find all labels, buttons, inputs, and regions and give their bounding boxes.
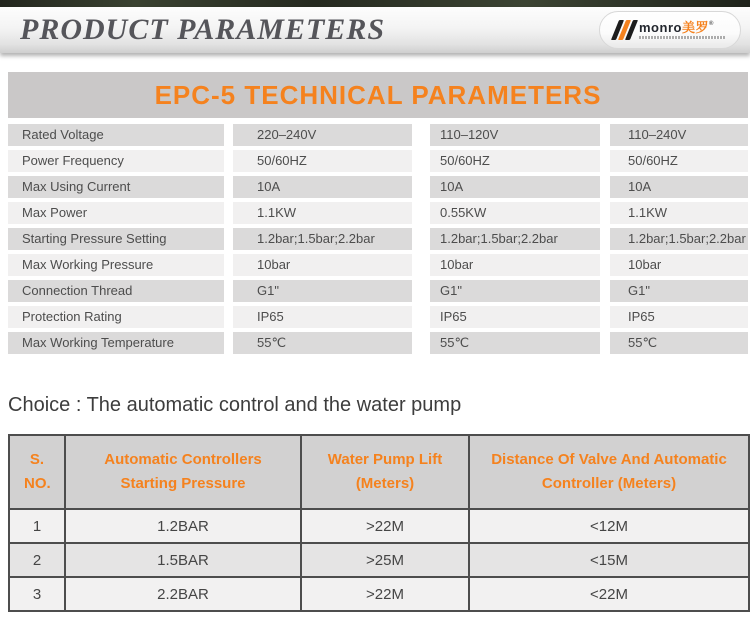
technical-parameters-table — [8, 72, 748, 358]
cell-distance: <12M — [469, 509, 749, 543]
row-value: G1" — [233, 280, 412, 302]
page-title: PRODUCT PARAMETERS — [20, 13, 386, 46]
cell-pressure: 1.2BAR — [65, 509, 301, 543]
row-value: 220–240V — [233, 124, 412, 146]
logo-tagline-line — [639, 36, 725, 39]
row-label: Max Using Current — [8, 176, 224, 198]
row-value: 10bar — [610, 254, 748, 276]
row-value: 10bar — [233, 254, 412, 276]
table-row — [8, 332, 748, 354]
table-row — [8, 150, 748, 172]
brand-logo — [599, 11, 741, 49]
cell-sno: 3 — [9, 577, 65, 611]
row-value: 1.2bar;1.5bar;2.2bar — [233, 228, 412, 250]
column-header-starting-pressure: Automatic Controllers Starting Pressure — [65, 435, 301, 509]
table-row — [9, 543, 749, 577]
row-label: Max Power — [8, 202, 224, 224]
choice-caption: Choice : The automatic control and the water pump — [8, 394, 462, 416]
row-label: Connection Thread — [8, 280, 224, 302]
section-header — [0, 7, 750, 53]
row-label: Rated Voltage — [8, 124, 224, 146]
table-row — [9, 509, 749, 543]
cell-sno: 1 — [9, 509, 65, 543]
cell-distance: <22M — [469, 577, 749, 611]
column-header-valve-distance: Distance Of Valve And Automatic Controller (Meters) — [469, 435, 749, 509]
row-value: G1" — [430, 280, 600, 302]
row-value: 10A — [233, 176, 412, 198]
logo-slashes-icon — [611, 20, 638, 40]
cell-lift: >22M — [301, 577, 469, 611]
row-value: 50/60HZ — [610, 150, 748, 172]
row-value: 10A — [430, 176, 600, 198]
logo-brand-text: monro — [639, 20, 682, 35]
row-value: IP65 — [233, 306, 412, 328]
tech-table-title: EPC-5 TECHNICAL PARAMETERS — [154, 79, 602, 110]
row-value: 110–120V — [430, 124, 600, 146]
row-value: G1" — [610, 280, 748, 302]
row-value: IP65 — [610, 306, 748, 328]
row-value: 110–240V — [610, 124, 748, 146]
registered-mark: ® — [708, 21, 714, 27]
row-label: Starting Pressure Setting — [8, 228, 224, 250]
table-row — [8, 176, 748, 198]
row-value: 50/60HZ — [233, 150, 412, 172]
row-value: 55℃ — [610, 332, 748, 354]
row-label: Max Working Pressure — [8, 254, 224, 276]
tech-table-rows — [8, 124, 748, 354]
cell-lift: >25M — [301, 543, 469, 577]
cell-distance: <15M — [469, 543, 749, 577]
table-row — [8, 280, 748, 302]
tech-table-title-bar — [8, 72, 748, 118]
row-value: 10bar — [430, 254, 600, 276]
row-value: 0.55KW — [430, 202, 600, 224]
table-row — [9, 577, 749, 611]
row-label: Max Working Temperature — [8, 332, 224, 354]
cell-pressure: 2.2BAR — [65, 577, 301, 611]
row-value: 50/60HZ — [430, 150, 600, 172]
logo-brand-cn-text: 美罗 — [681, 20, 709, 35]
top-banner-strip — [0, 0, 750, 7]
row-value: 1.2bar;1.5bar;2.2bar — [430, 228, 600, 250]
table-row — [8, 228, 748, 250]
table-row — [8, 254, 748, 276]
cell-pressure: 1.5BAR — [65, 543, 301, 577]
row-value: IP65 — [430, 306, 600, 328]
choice-table — [8, 434, 750, 612]
table-row — [8, 124, 748, 146]
table-row — [8, 202, 748, 224]
row-value: 55℃ — [430, 332, 600, 354]
choice-table-header-row — [9, 435, 749, 509]
column-header-sno: S. NO. — [9, 435, 65, 509]
row-label: Protection Rating — [8, 306, 224, 328]
column-header-pump-lift: Water Pump Lift (Meters) — [301, 435, 469, 509]
cell-lift: >22M — [301, 509, 469, 543]
row-value: 1.1KW — [233, 202, 412, 224]
table-row — [8, 306, 748, 328]
row-label: Power Frequency — [8, 150, 224, 172]
row-value: 55℃ — [233, 332, 412, 354]
row-value: 1.2bar;1.5bar;2.2bar — [610, 228, 748, 250]
row-value: 10A — [610, 176, 748, 198]
logo-wordmark — [639, 21, 725, 34]
row-value: 1.1KW — [610, 202, 748, 224]
cell-sno: 2 — [9, 543, 65, 577]
